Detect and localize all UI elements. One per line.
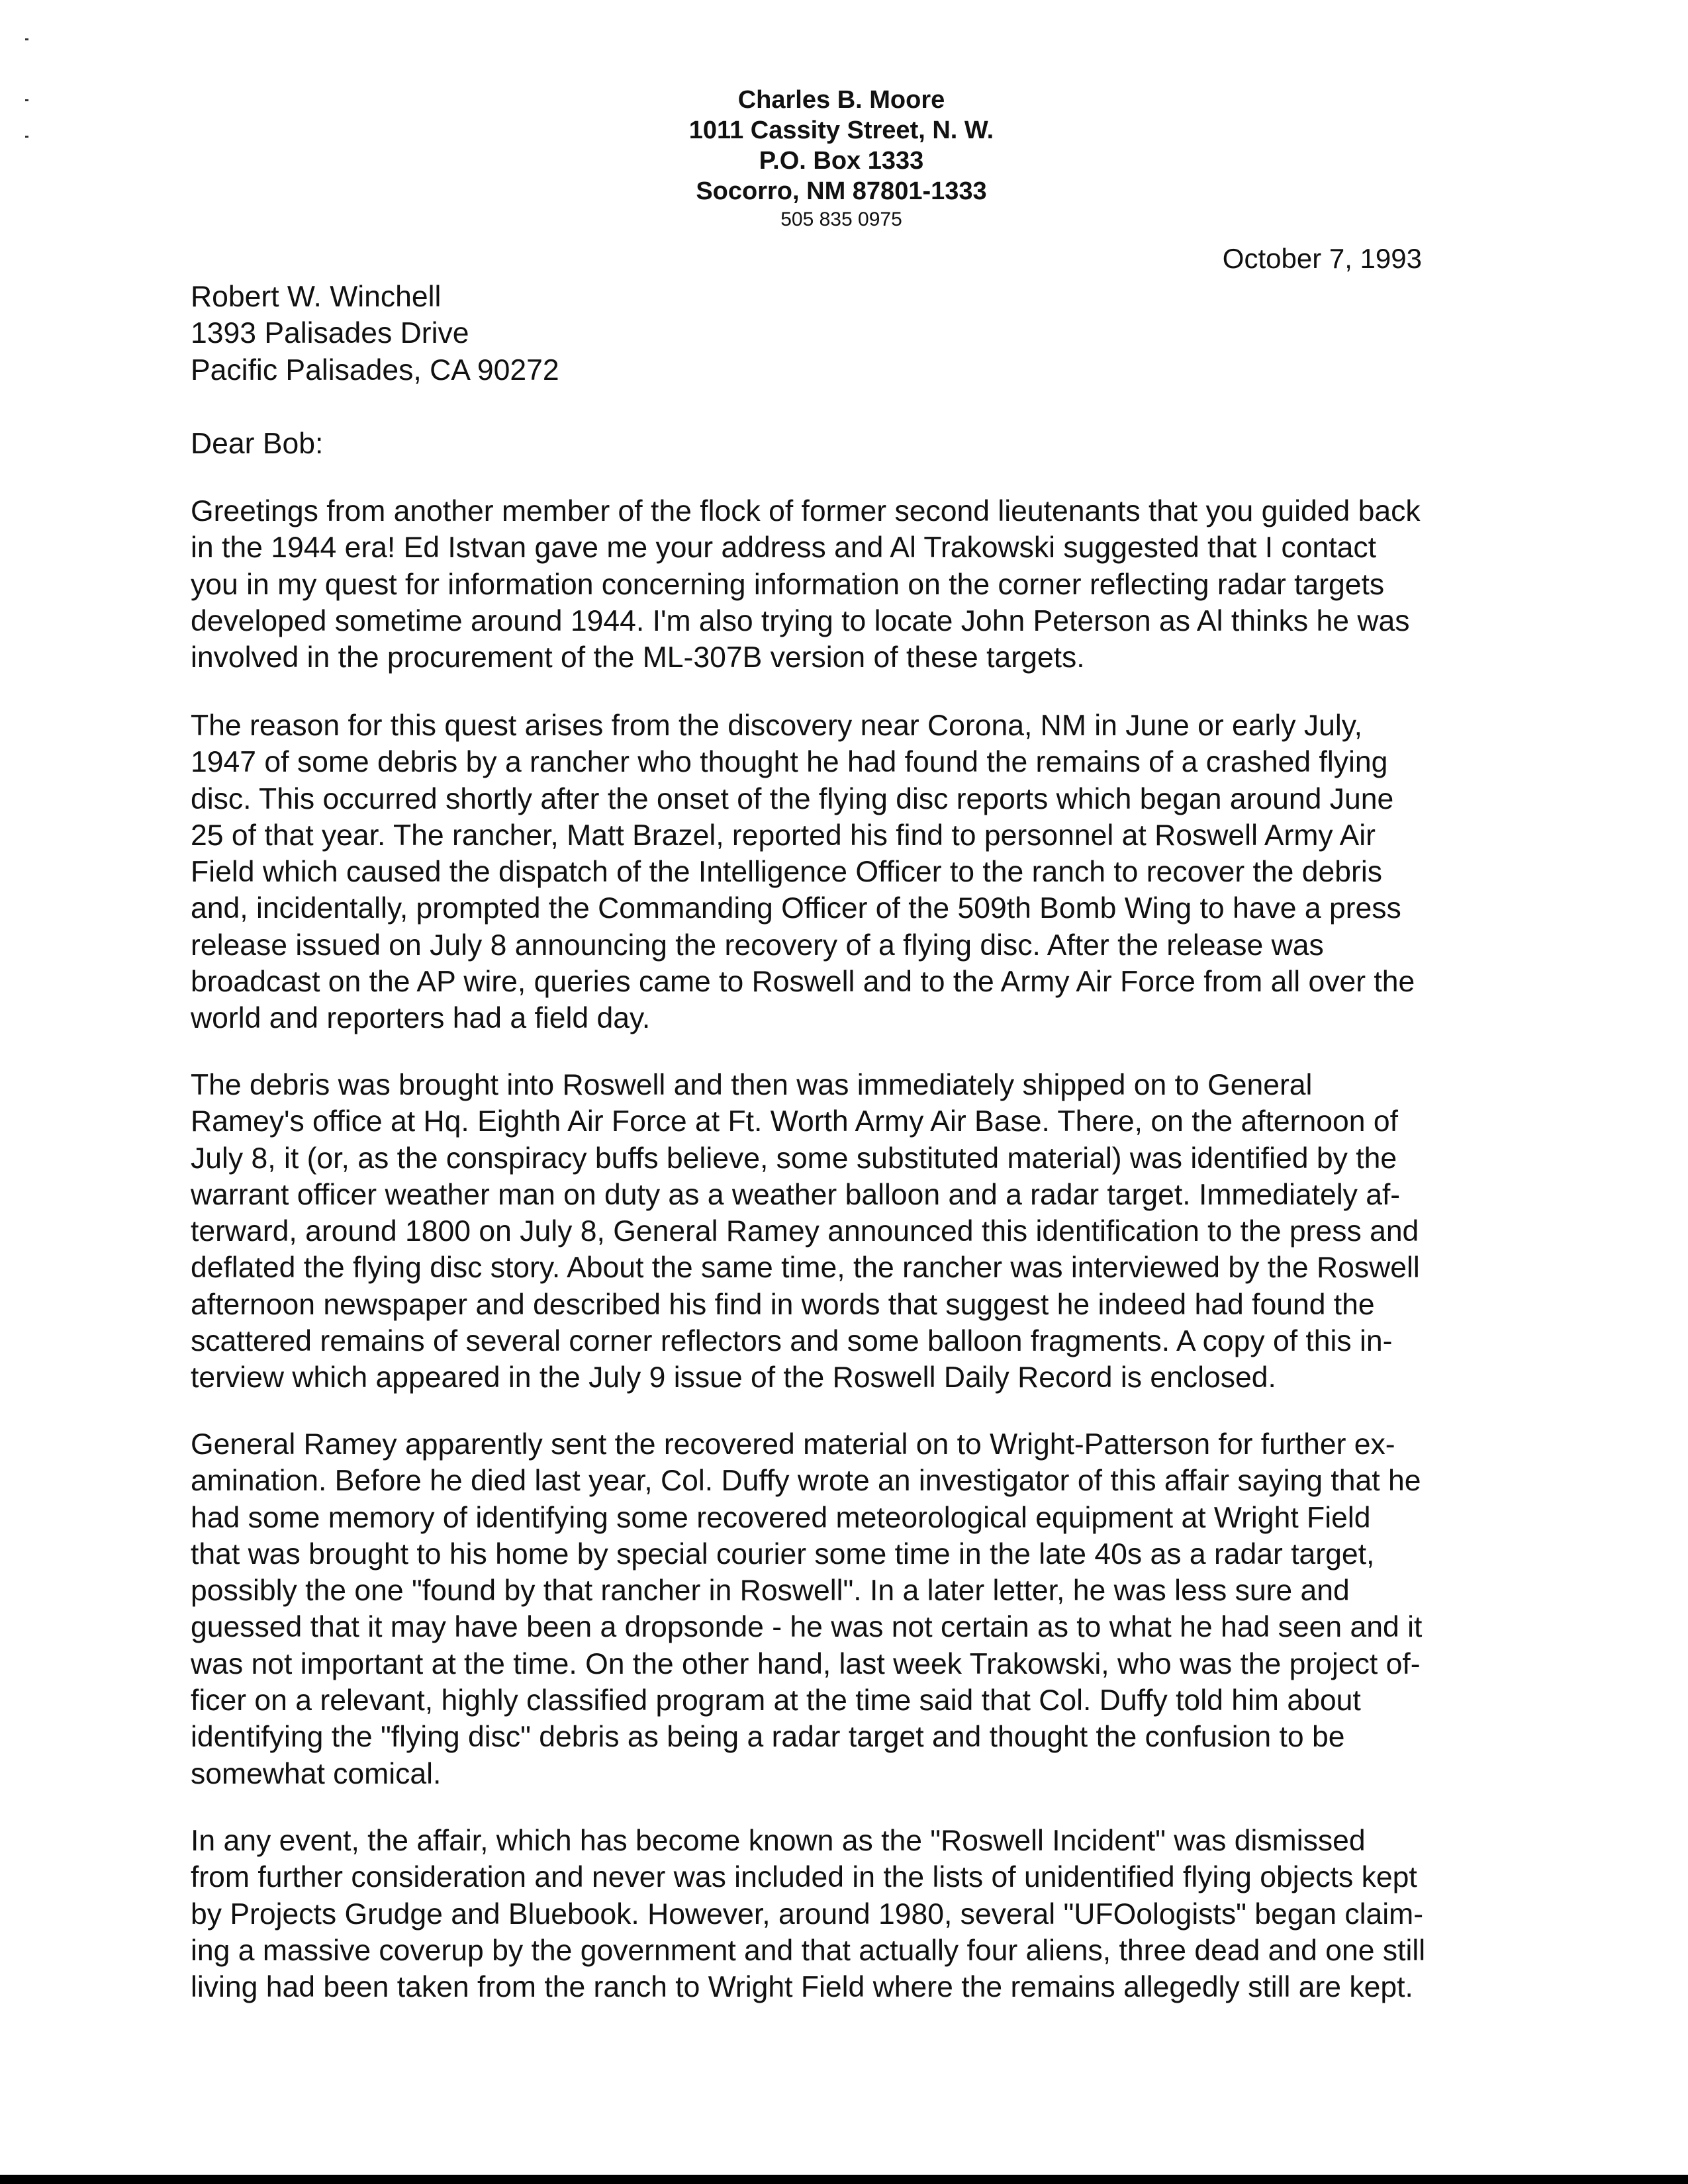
text-line: in the 1944 era! Ed Istvan gave me your address and Al Trakowski suggested that I contact bbox=[191, 531, 1376, 565]
text-line: afternoon newspaper and described his find in words that suggest he indeed had found the bbox=[191, 1288, 1375, 1321]
text-line: had some memory of identifying some recovered meteorological equipment at Wright Field bbox=[191, 1501, 1371, 1534]
letterhead bbox=[0, 85, 1683, 233]
salutation: Dear Bob: bbox=[191, 428, 324, 460]
text-line: ing a massive coverup by the government and that actually four aliens, three dead and one still bbox=[191, 1934, 1426, 1967]
text-line: guessed that it may have been a dropsonde - he was not certain as to what he had seen and it bbox=[191, 1611, 1423, 1644]
text-line: by Projects Grudge and Bluebook. However, around 1980, several "UFOologists" began claim- bbox=[191, 1897, 1424, 1931]
text-line: Greetings from another member of the flock of former second lieutenants that you guided back bbox=[191, 495, 1421, 527]
text-line: amination. Before he died last year, Col. Duffy wrote an investigator of this affair saying that he bbox=[191, 1465, 1421, 1498]
letterhead-city: Socorro, NM 87801-1333 bbox=[696, 177, 987, 205]
text-line: warrant officer weather man on duty as a weather balloon and a radar target. Immediately af- bbox=[191, 1178, 1401, 1211]
letterhead-street: 1011 Cassity Street, N. W. bbox=[688, 116, 994, 144]
text-line: and, incidentally, prompted the Commanding Officer of the 509th Bomb Wing to have a press bbox=[191, 892, 1401, 925]
text-line: July 8, it (or, as the conspiracy buffs believe, some substituted material) was identified by the bbox=[191, 1142, 1397, 1175]
scan-edge bbox=[0, 2175, 1688, 2184]
text-line: Field which caused the dispatch of the Intelligence Officer to the ranch to recover the debris bbox=[191, 856, 1382, 889]
text-line: broadcast on the AP wire, queries came to Roswell and to the Army Air Force from all over the bbox=[191, 966, 1415, 999]
text-line: that was brought to his home by special courier some time in the late 40s as a radar target, bbox=[191, 1537, 1375, 1570]
recipient-line: 1393 Palisades Drive bbox=[191, 317, 469, 350]
letter-date: October 7, 1993 bbox=[1222, 243, 1422, 274]
paragraph-1 bbox=[191, 493, 1421, 676]
text-line: 25 of that year. The rancher, Matt Brazel, reported his find to personnel at Roswell Army Air bbox=[191, 819, 1376, 852]
text-line: possibly the one "found by that rancher in Roswell". In a later letter, he was less sure and bbox=[191, 1574, 1350, 1608]
text-line: from further consideration and never was included in the lists of unidentified flying objects kept bbox=[191, 1861, 1417, 1894]
text-line: scattered remains of several corner reflectors and some balloon fragments. A copy of this in- bbox=[191, 1325, 1393, 1358]
text-line: In any event, the affair, which has become known as the "Roswell Incident" was dismissed bbox=[191, 1825, 1366, 1857]
text-line: somewhat comical. bbox=[191, 1757, 442, 1790]
letterhead-po-box: P.O. Box 1333 bbox=[759, 147, 924, 175]
text-line: ficer on a relevant, highly classified program at the time said that Col. Duffy told him about bbox=[191, 1684, 1361, 1717]
text-line: terward, around 1800 on July 8, General Ramey announced this identification to the press and bbox=[191, 1215, 1419, 1248]
paragraph-5 bbox=[191, 1823, 1425, 2005]
text-line: disc. This occurred shortly after the onset of the flying disc reports which began around June bbox=[191, 782, 1394, 815]
paragraph-2 bbox=[191, 707, 1415, 1037]
text-line: identifying the "flying disc" debris as being a radar target and thought the confusion to be bbox=[191, 1721, 1345, 1754]
text-line: 1947 of some debris by a rancher who thought he had found the remains of a crashed flying bbox=[191, 746, 1388, 779]
text-line: involved in the procurement of the ML-307B version of these targets. bbox=[191, 641, 1085, 674]
recipient-line: Pacific Palisades, CA 90272 bbox=[191, 353, 559, 387]
text-line: you in my quest for information concerning information on the corner reflecting radar targets bbox=[191, 568, 1385, 601]
scan-mark bbox=[25, 38, 28, 40]
text-line: world and reporters had a field day. bbox=[191, 1002, 651, 1035]
recipient-address bbox=[191, 279, 559, 388]
text-line: The debris was brought into Roswell and then was immediately shipped on to General bbox=[191, 1069, 1313, 1101]
text-line: developed sometime around 1944. I'm also trying to locate John Peterson as Al thinks he was bbox=[191, 604, 1410, 637]
text-line: The reason for this quest arises from the discovery near Corona, NM in June or early July, bbox=[191, 709, 1363, 742]
letterhead-phone: 505 835 0975 bbox=[780, 208, 902, 230]
recipient-line: Robert W. Winchell bbox=[191, 281, 442, 313]
letterhead-name: Charles B. Moore bbox=[737, 86, 945, 114]
text-line: deflated the flying disc story. About the same time, the rancher was interviewed by the Roswell bbox=[191, 1251, 1420, 1285]
text-line: Ramey's office at Hq. Eighth Air Force at Ft. Worth Army Air Base. There, on the afternoon of bbox=[191, 1105, 1398, 1138]
text-line: General Ramey apparently sent the recovered material on to Wright-Patterson for further ex- bbox=[191, 1428, 1395, 1461]
text-line: living had been taken from the ranch to Wright Field where the remains allegedly still are kept. bbox=[191, 1971, 1413, 2004]
text-line: terview which appeared in the July 9 issue of the Roswell Daily Record is enclosed. bbox=[191, 1361, 1276, 1394]
text-line: release issued on July 8 announcing the recovery of a flying disc. After the release was bbox=[191, 929, 1324, 962]
paragraph-4 bbox=[191, 1426, 1422, 1792]
text-line: was not important at the time. On the other hand, last week Trakowski, who was the project of- bbox=[191, 1647, 1421, 1680]
paragraph-3 bbox=[191, 1067, 1420, 1396]
